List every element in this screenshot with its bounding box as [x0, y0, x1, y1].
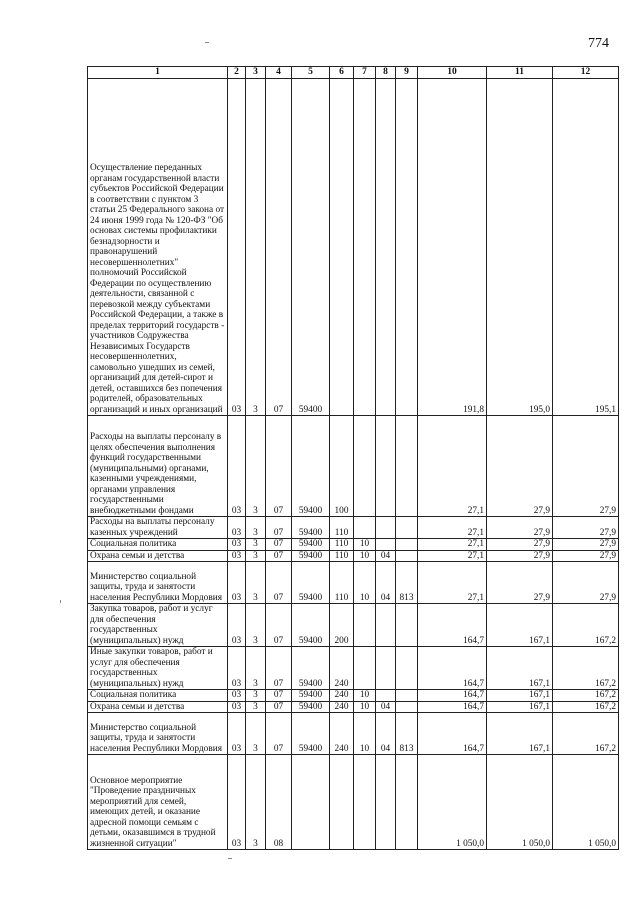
code-cell	[396, 416, 418, 517]
amount-cell: 27,9	[553, 539, 619, 551]
code-cell: 3	[246, 701, 266, 713]
row-name-cell: Охрана семьи и детства	[88, 550, 228, 562]
code-cell	[376, 755, 396, 850]
code-cell: 04	[376, 713, 396, 755]
code-cell	[376, 690, 396, 702]
code-cell: 110	[330, 562, 354, 604]
code-cell: 813	[396, 562, 418, 604]
code-cell: 59400	[292, 562, 330, 604]
code-cell	[396, 647, 418, 690]
code-cell: 03	[228, 713, 246, 755]
code-cell: 59400	[292, 647, 330, 690]
table-row	[88, 79, 619, 416]
code-cell: 07	[266, 416, 292, 517]
amount-cell: 167,2	[553, 713, 619, 755]
amount-cell: 164,7	[418, 604, 487, 647]
amount-cell: 191,8	[418, 79, 487, 416]
table-row	[88, 755, 619, 850]
code-cell: 59400	[292, 416, 330, 517]
code-cell: 03	[228, 690, 246, 702]
code-cell: 03	[228, 701, 246, 713]
table-body	[88, 79, 619, 850]
code-cell: 3	[246, 517, 266, 539]
column-header: 4	[266, 67, 292, 79]
code-cell: 03	[228, 416, 246, 517]
table-row	[88, 416, 619, 517]
code-cell	[376, 647, 396, 690]
amount-cell: 27,9	[487, 517, 553, 539]
row-name-cell: Осуществление переданных органам государственной власти субъектов Российской Федерации в соответствии с пунктом 3 статьи 25 Федерального закона от 24 июня 1999 года № 120-ФЗ "Об основах системы профилактики безнадзорности и правонарушений несовершеннолетних" полномочий Российской Федерации по осуществлению деятельности, связанной с перевозкой между субъектами Российской Федерации, а также в пределах территорий государств - участников Содружества Независимых Государств несовершеннолетних, самовольно ушедших из семей, организаций для детей-сирот и детей, оставшихся без попечения родителей, образовательных организаций и иных организаций	[88, 79, 228, 416]
code-cell	[396, 550, 418, 562]
code-cell	[330, 755, 354, 850]
code-cell: 3	[246, 755, 266, 850]
scan-speck	[60, 600, 61, 603]
code-cell: 07	[266, 690, 292, 702]
row-name-cell: Министерство социальной защиты, труда и занятости населения Республики Мордовия	[88, 562, 228, 604]
row-name-cell: Охрана семьи и детства	[88, 701, 228, 713]
code-cell	[376, 79, 396, 416]
code-cell: 3	[246, 79, 266, 416]
amount-cell: 167,2	[553, 690, 619, 702]
row-name-cell: Министерство социальной защиты, труда и занятости населения Республики Мордовия	[88, 713, 228, 755]
code-cell: 59400	[292, 690, 330, 702]
code-cell: 240	[330, 701, 354, 713]
code-cell: 110	[330, 550, 354, 562]
code-cell: 07	[266, 604, 292, 647]
table-row	[88, 701, 619, 713]
code-cell	[396, 539, 418, 551]
row-name-cell: Иные закупки товаров, работ и услуг для обеспечения государственных (муниципальных) нужд	[88, 647, 228, 690]
code-cell	[396, 690, 418, 702]
code-cell	[396, 79, 418, 416]
code-cell: 3	[246, 562, 266, 604]
amount-cell: 164,7	[418, 701, 487, 713]
code-cell: 200	[330, 604, 354, 647]
code-cell	[354, 517, 376, 539]
table-row	[88, 647, 619, 690]
code-cell	[376, 416, 396, 517]
code-cell: 59400	[292, 539, 330, 551]
column-header: 2	[228, 67, 246, 79]
column-header: 11	[487, 67, 553, 79]
code-cell	[292, 755, 330, 850]
code-cell: 10	[354, 539, 376, 551]
amount-cell: 27,1	[418, 517, 487, 539]
scan-speck	[228, 858, 232, 859]
amount-cell: 164,7	[418, 713, 487, 755]
column-header: 3	[246, 67, 266, 79]
code-cell: 59400	[292, 517, 330, 539]
amount-cell: 1 050,0	[487, 755, 553, 850]
budget-table	[87, 66, 619, 850]
amount-cell: 27,9	[487, 562, 553, 604]
code-cell: 08	[266, 755, 292, 850]
table-row	[88, 517, 619, 539]
code-cell	[354, 755, 376, 850]
code-cell: 59400	[292, 550, 330, 562]
table-row	[88, 604, 619, 647]
code-cell: 07	[266, 517, 292, 539]
amount-cell: 167,1	[487, 701, 553, 713]
code-cell	[354, 79, 376, 416]
column-header: 1	[88, 67, 228, 79]
code-cell	[396, 517, 418, 539]
code-cell: 07	[266, 713, 292, 755]
code-cell	[354, 647, 376, 690]
table-row	[88, 690, 619, 702]
column-header: 6	[330, 67, 354, 79]
code-cell: 07	[266, 539, 292, 551]
code-cell: 240	[330, 647, 354, 690]
table-row	[88, 539, 619, 551]
code-cell: 03	[228, 562, 246, 604]
amount-cell: 195,1	[553, 79, 619, 416]
code-cell	[376, 539, 396, 551]
row-name-cell: Социальная политика	[88, 539, 228, 551]
code-cell: 10	[354, 690, 376, 702]
column-header: 8	[376, 67, 396, 79]
table-row	[88, 562, 619, 604]
amount-cell: 167,1	[487, 647, 553, 690]
code-cell	[354, 604, 376, 647]
amount-cell: 1 050,0	[418, 755, 487, 850]
amount-cell: 164,7	[418, 647, 487, 690]
amount-cell: 27,1	[418, 562, 487, 604]
code-cell: 07	[266, 701, 292, 713]
code-cell	[396, 604, 418, 647]
code-cell: 10	[354, 562, 376, 604]
amount-cell: 27,1	[418, 539, 487, 551]
amount-cell: 27,9	[487, 539, 553, 551]
column-header: 9	[396, 67, 418, 79]
row-name-cell: Расходы на выплаты персоналу в целях обеспечения выполнения функций государственными (муниципальными) органами, казенными учреждениями, органами управления государственными внебюджетными фондами	[88, 416, 228, 517]
code-cell: 03	[228, 517, 246, 539]
amount-cell: 167,2	[553, 647, 619, 690]
code-cell: 59400	[292, 604, 330, 647]
amount-cell: 167,1	[487, 690, 553, 702]
amount-cell: 195,0	[487, 79, 553, 416]
code-cell: 04	[376, 701, 396, 713]
code-cell: 07	[266, 550, 292, 562]
scan-speck	[205, 42, 209, 43]
amount-cell: 27,9	[553, 517, 619, 539]
row-name-cell: Закупка товаров, работ и услуг для обеспечения государственных (муниципальных) нужд	[88, 604, 228, 647]
row-name-cell: Расходы на выплаты персоналу казенных учреждений	[88, 517, 228, 539]
amount-cell: 167,2	[553, 604, 619, 647]
code-cell: 3	[246, 690, 266, 702]
amount-cell: 167,1	[487, 713, 553, 755]
amount-cell: 27,9	[487, 416, 553, 517]
code-cell: 100	[330, 416, 354, 517]
page-number: 774	[588, 36, 609, 51]
amount-cell: 167,1	[487, 604, 553, 647]
code-cell	[396, 755, 418, 850]
code-cell: 07	[266, 562, 292, 604]
amount-cell: 27,9	[553, 562, 619, 604]
table-row	[88, 550, 619, 562]
code-cell: 3	[246, 539, 266, 551]
row-name-cell: Социальная политика	[88, 690, 228, 702]
code-cell: 59400	[292, 701, 330, 713]
code-cell	[396, 701, 418, 713]
amount-cell: 164,7	[418, 690, 487, 702]
code-cell: 110	[330, 539, 354, 551]
code-cell: 240	[330, 713, 354, 755]
code-cell: 07	[266, 79, 292, 416]
column-header: 5	[292, 67, 330, 79]
code-cell: 240	[330, 690, 354, 702]
code-cell: 10	[354, 550, 376, 562]
code-cell: 10	[354, 701, 376, 713]
table-header-row	[88, 67, 619, 79]
code-cell	[330, 79, 354, 416]
code-cell	[354, 416, 376, 517]
code-cell	[376, 517, 396, 539]
amount-cell: 1 050,0	[553, 755, 619, 850]
amount-cell: 167,2	[553, 701, 619, 713]
amount-cell: 27,9	[553, 550, 619, 562]
code-cell: 03	[228, 604, 246, 647]
code-cell: 110	[330, 517, 354, 539]
code-cell: 03	[228, 539, 246, 551]
code-cell: 03	[228, 550, 246, 562]
column-header: 12	[553, 67, 619, 79]
code-cell	[376, 604, 396, 647]
amount-cell: 27,1	[418, 416, 487, 517]
table-row	[88, 713, 619, 755]
amount-cell: 27,9	[487, 550, 553, 562]
code-cell: 3	[246, 713, 266, 755]
amount-cell: 27,1	[418, 550, 487, 562]
code-cell: 3	[246, 550, 266, 562]
code-cell: 10	[354, 713, 376, 755]
code-cell: 59400	[292, 79, 330, 416]
code-cell: 3	[246, 647, 266, 690]
code-cell: 813	[396, 713, 418, 755]
amount-cell: 27,9	[553, 416, 619, 517]
column-header: 7	[354, 67, 376, 79]
code-cell: 03	[228, 79, 246, 416]
row-name-cell: Основное мероприятие "Проведение праздничных мероприятий для семей, имеющих детей, и оказание адресной помощи семьям с детьми, оказавшимся в трудной жизненной ситуации"	[88, 755, 228, 850]
code-cell: 03	[228, 647, 246, 690]
code-cell: 04	[376, 550, 396, 562]
code-cell: 03	[228, 755, 246, 850]
column-header: 10	[418, 67, 487, 79]
code-cell: 04	[376, 562, 396, 604]
code-cell: 07	[266, 647, 292, 690]
code-cell: 3	[246, 604, 266, 647]
code-cell: 59400	[292, 713, 330, 755]
code-cell: 3	[246, 416, 266, 517]
